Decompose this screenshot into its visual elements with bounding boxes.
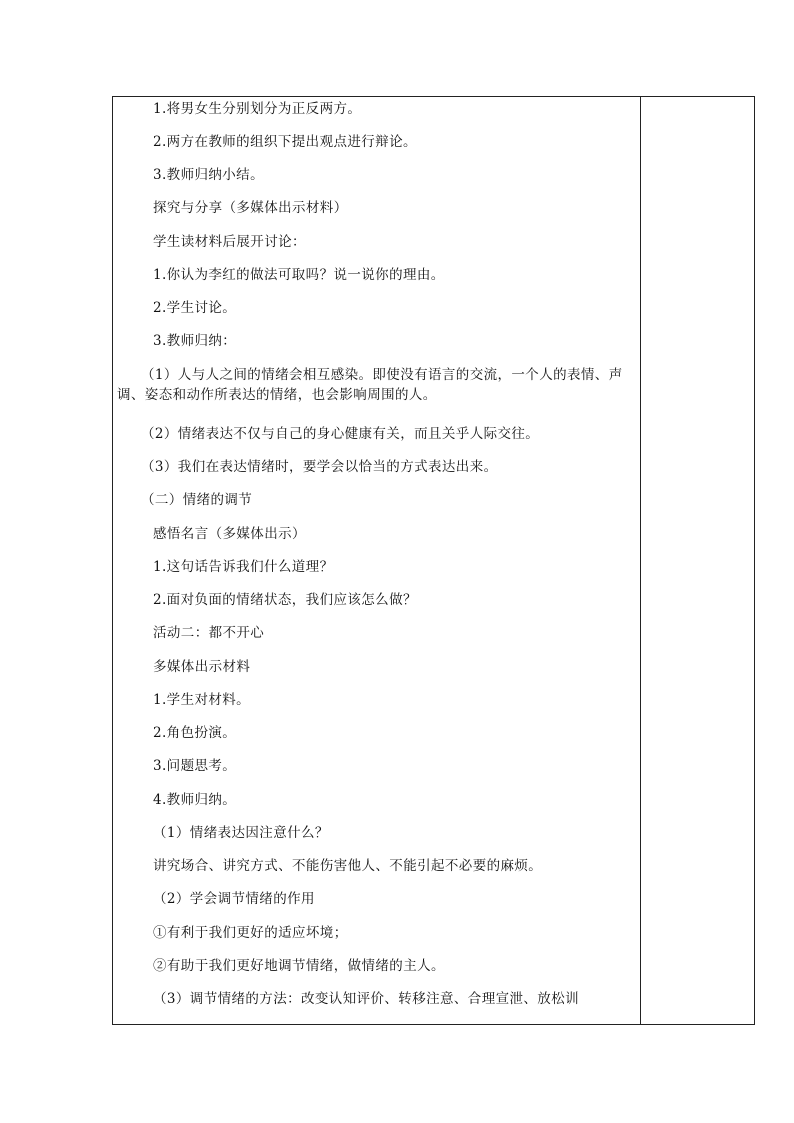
text-line: 学生读材料后展开讨论： <box>153 234 306 250</box>
text-line: （2）学会调节情绪的作用 <box>153 891 315 907</box>
text-line: 3.教师归纳小结。 <box>153 167 264 183</box>
text-line: 1.这句话告诉我们什么道理？ <box>153 559 334 575</box>
text-line: 3.问题思考。 <box>153 758 237 774</box>
text-line: 1.学生对材料。 <box>153 692 251 708</box>
lesson-table <box>112 96 755 1025</box>
text-line: 2.学生讨论。 <box>153 300 237 316</box>
text-line: （3）调节情绪的方法：改变认知评价、转移注意、合理宣泄、放松训 <box>153 991 579 1007</box>
column-divider <box>640 97 641 1024</box>
text-line: 探究与分享（多媒体出示材料） <box>153 200 348 216</box>
text-line: 4.教师归纳。 <box>153 792 237 808</box>
text-line: 2.角色扮演。 <box>153 725 237 741</box>
text-line: （3）我们在表达情绪时，要学会以恰当的方式表达出来。 <box>141 459 498 475</box>
text-line: 多媒体出示材料 <box>153 659 251 675</box>
lesson-content-cell <box>113 97 640 1024</box>
text-line: 1.将男女生分别划分为正反两方。 <box>153 101 362 117</box>
section-heading: （二）情绪的调节 <box>141 492 253 508</box>
text-line: 2.两方在教师的组织下提出观点进行辩论。 <box>153 134 417 150</box>
text-line: （1）情绪表达因注意什么？ <box>153 825 329 841</box>
text-line: ①有利于我们更好的适应坏境； <box>153 925 348 941</box>
text-paragraph: （1）人与人之间的情绪会相互感染。即使没有语言的交流，一个人的表情、声调、姿态和动作所表达的情绪，也会影响周围的人。 <box>117 367 623 403</box>
text-line: 1.你认为李红的做法可取吗？说一说你的理由。 <box>153 267 445 283</box>
text-line: 2.面对负面的情绪状态，我们应该怎么做？ <box>153 592 417 608</box>
text-line: （2）情绪表达不仅与自己的身心健康有关，而且关乎人际交往。 <box>141 426 540 442</box>
text-line: 3.教师归纳： <box>153 333 237 349</box>
text-line: 活动二：都不开心 <box>153 625 265 641</box>
text-line: 讲究场合、讲究方式、不能伤害他人、不能引起不必要的麻烦。 <box>153 858 543 874</box>
text-line: ②有助于我们更好地调节情绪，做情绪的主人。 <box>153 958 445 974</box>
text-line: 感悟名言（多媒体出示） <box>153 526 306 542</box>
